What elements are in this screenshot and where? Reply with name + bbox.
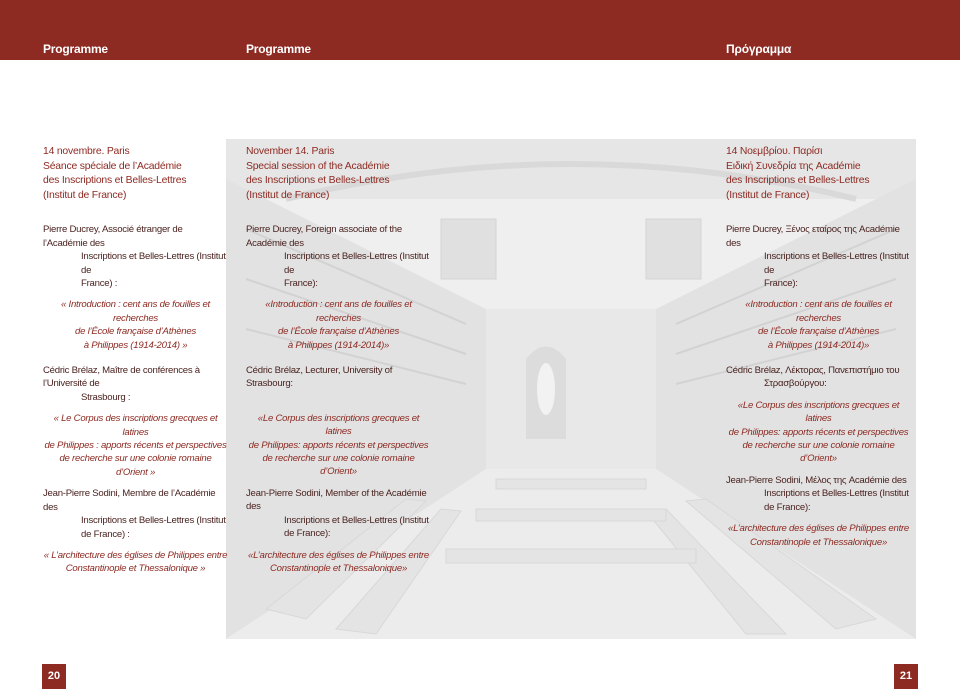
speaker-sodini-fr: Jean-Pierre Sodini, Membre de l’Académie des Inscriptions et Belles-Lettres (Institut de France) : — [43, 488, 226, 540]
header-bar — [0, 0, 960, 60]
speaker-brelaz-gr: Cédric Brélaz, Λέκτορας, Πανεπιστήμιο του Στρασβούργου: — [726, 365, 900, 390]
session-title-gr: 14 Νοεμβρίου. Παρίσι Ειδική Συνεδρία της Académie des Inscriptions et Belles-Lettres (Institut de France) — [726, 146, 870, 201]
column-english — [246, 145, 431, 575]
talk-introduction-gr: «Introduction : cent ans de fouilles et recherches de l’École française d’Athènes à Philippes (1914-2014)» — [745, 299, 892, 351]
talk-corpus-en: «Le Corpus des inscriptions grecques et latines de Philippes: apports récents et perspectives de recherche sur une colonie romaine d’Orient» — [248, 412, 429, 478]
speaker-ducrey-en: Pierre Ducrey, Foreign associate of the Académie des Inscriptions et Belles-Lettres (Institut de France): — [246, 224, 429, 289]
header-programme-fr: Programme — [43, 42, 108, 56]
session-title-en: November 14. Paris Special session of the Académie des Inscriptions et Belles-Lettres (Institut de France) — [246, 146, 390, 201]
talk-architecture-fr: « L’architecture des églises de Philippes entre Constantinople et Thessalonique » — [43, 549, 228, 575]
session-title-fr: 14 novembre. Paris Séance spéciale de l’Académie des Inscriptions et Belles-Lettres (Institut de France) — [43, 146, 187, 201]
page-number-left: 20 — [42, 664, 66, 689]
speaker-ducrey-gr: Pierre Ducrey, Ξένος εταίρος της Académie des Inscriptions et Belles-Lettres (Institut de France): — [726, 224, 909, 289]
speaker-sodini-gr: Jean-Pierre Sodini, Μέλος της Académie des Inscriptions et Belles-Lettres (Institut de France): — [726, 474, 909, 513]
speaker-brelaz-en: Cédric Brélaz, Lecturer, University of Strasbourg: — [246, 365, 393, 390]
column-french — [43, 145, 228, 576]
page-number-right: 21 — [894, 664, 918, 689]
speaker-ducrey-fr: Pierre Ducrey, Associé étranger de l’Académie des Inscriptions et Belles-Lettres (Institut de France) : — [43, 224, 226, 289]
column-greek — [726, 145, 911, 549]
talk-introduction-en: «Introduction : cent ans de fouilles et recherches de l’École française d’Athènes à Philippes (1914-2014)» — [265, 299, 412, 351]
talk-corpus-gr: «Le Corpus des inscriptions grecques et latines de Philippes: apports récents et perspectives de recherche sur une colonie romaine d’Orient» — [728, 399, 909, 465]
speaker-sodini-en: Jean-Pierre Sodini, Member of the Académie des Inscriptions et Belles-Lettres (Institut de France): — [246, 487, 429, 540]
talk-architecture-en: «L’architecture des églises de Philippes entre Constantinople et Thessalonique» — [247, 549, 430, 574]
header-programme-gr: Πρόγραμμα — [726, 42, 792, 56]
talk-architecture-gr: «L’architecture des églises de Philippes entre Constantinople et Thessalonique» — [727, 523, 910, 548]
talk-introduction-fr: « Introduction : cent ans de fouilles et recherches de l’École française d’Athènes à Philippes (1914-2014) » — [61, 299, 210, 351]
header-programme-en: Programme — [246, 42, 311, 56]
talk-corpus-fr: « Le Corpus des inscriptions grecques et latines de Philippes : apports récents et perspectives de recherche sur une colonie romaine d’Orient » — [44, 413, 227, 478]
speaker-brelaz-fr: Cédric Brélaz, Maître de conférences à l’Université de Strasbourg : — [43, 365, 200, 403]
